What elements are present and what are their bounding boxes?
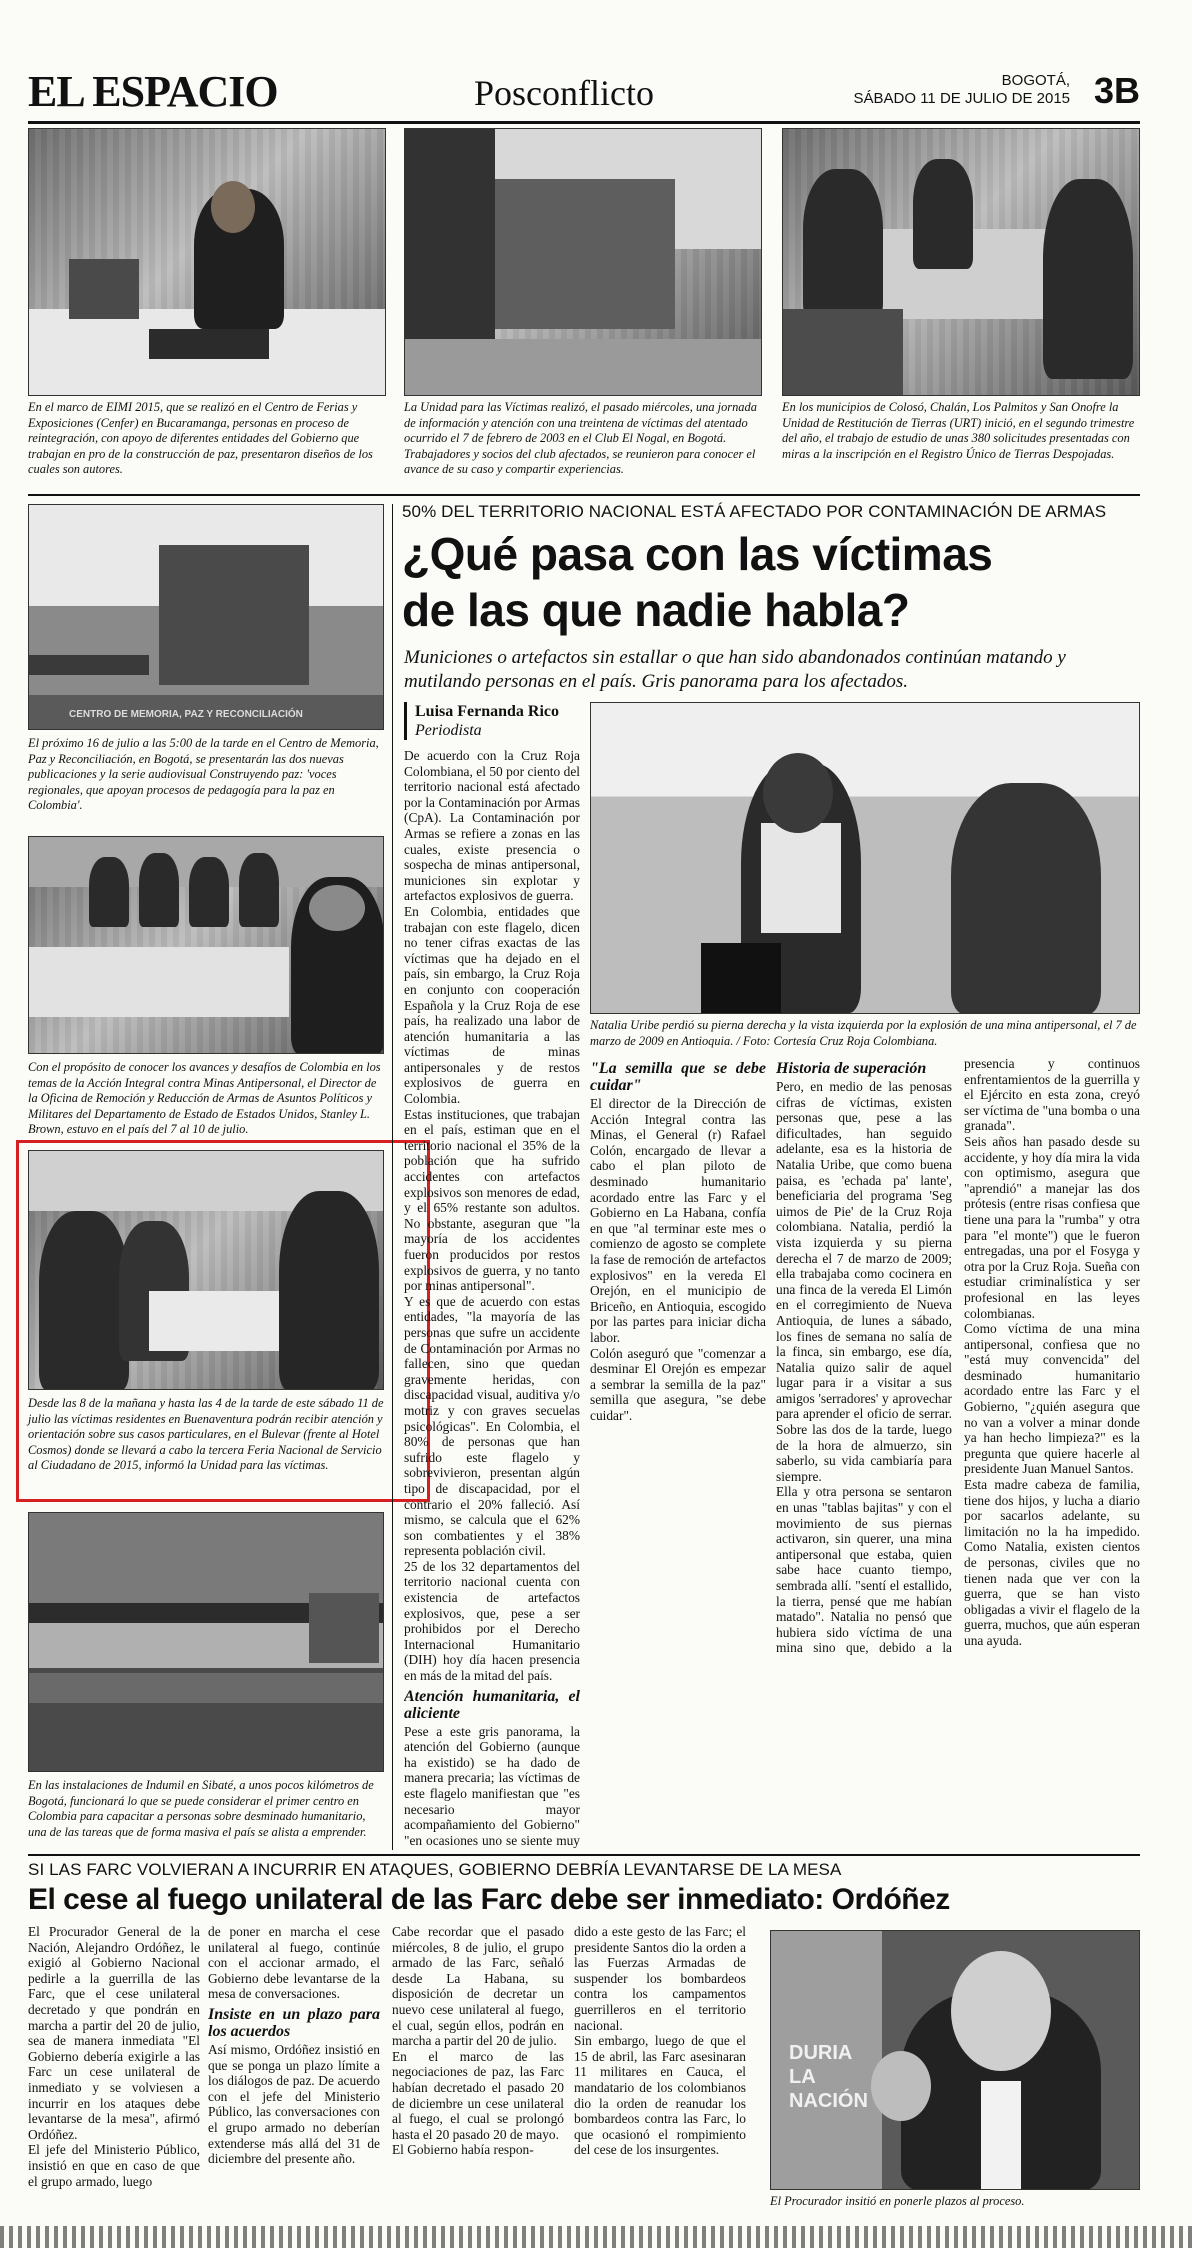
masthead — [28, 66, 1140, 124]
subhead-historia: Historia de superación — [776, 1060, 927, 1077]
date: SÁBADO 11 DE JULIO DE 2015 — [853, 90, 1070, 107]
subhead-atencion: Atención humanitaria, el aliciente — [404, 1687, 580, 1722]
main-col3 — [776, 1056, 1140, 1850]
edge-perforation — [0, 2226, 1192, 2248]
bottom-col2 — [208, 1924, 380, 2222]
byline — [404, 702, 594, 740]
bottom-col4: dido a este gesto de las Farc; el presidente Santos dio la orden a las Fuerzas Armadas de suspender los bombardeos contra los campamentos guerrilleros en el territorio nacional. Sin embargo, luego de que el 15 de abril, las Farc asesinaran 11 militares en Cauca, el mandatario de los colombianos dio la orden de reanudar los bombardeos contra las Farc, lo que ocasionó el rompimiento del cese de los insurgentes. — [574, 1924, 746, 2158]
photo-club-el-nogal — [404, 128, 762, 396]
left-column-divider — [392, 504, 393, 1850]
main-col2-text: El director de la Dirección de Acción Integral contra las Minas, el General (r) Rafael Colón, encargado de llevar a cabo el plan piloto de desminado humanitario acordado entre las Farc y el Gobierno en La Habana, confía en que "al terminar este mes o comienzo de agosto se complete la fase de remoción de artefactos explosivos" en la vereda El Orejón, en el municipio de Briceño, en Antioquia, escogido por las partes para iniciar dicha labor. Colón aseguró que "comenzar a desminar El Orejón es empezar a sembrar la semilla de la paz" semilla que asegura, "se debe cuidar". — [590, 1096, 766, 1423]
top-divider — [28, 494, 1140, 496]
main-col1-bottom: Pese a este gris panorama, la atención del Gobierno (aunque ha existido) se ha dado de manera precaria; las víctimas de este flagelo manifiestan que "es necesario mayor acompañamiento del Gobierno" "en ocasiones uno se siente muy — [404, 1723, 580, 1848]
main-col1 — [404, 748, 580, 1850]
main-col1-text: De acuerdo con la Cruz Roja Colombiana, el 50 por ciento del territorio nacional está afectado por la Contaminación por Armas (CpA). La Contaminación por Armas se refiere a zonas en las cuales, existe presencia o sospecha de minas antipersonal, municiones sin explotar y artefactos explosivos de guerra. En Colombia, entidades que trabajan con este flagelo, dicen no tener cifras exactas de las víctimas que ha dejado en el país, sin embargo, la Cruz Roja en conjunto con cooperación Española y la Cruz Roja de ese país, ha realizado una labor de atención humanitaria a las víctimas de minas antipersonales y de restos explosivos de guerra en Colombia. Estas instituciones, que trabajan en el país, estiman que en el territorio nacional el 35% de la población que ha sufrido accidentes con artefactos explosivos son menores de edad, y el 65% restante son adultos. No obstante, aseguran que "la mayoría de los accidentes fueron producidos por restos explosivos de guerra, y no tanto por minas antipersonal". Y es que de acuerdo con estas entidades, "la mayoría de las personas que sufre un accidente de Contaminación por Armas no fallecen, sino que quedan gravemente heridas, con discapacidad visual, auditiva y/o motriz y con graves secuelas psicológicas". En Colombia, el 80% de personas que han sufrido este flagelo y sobrevivieron, presentan algún tipo de discapacidad, por el contrario el 20% falleció. Así mismo, se calcula que el 62% son combatientes y el 38% representa población civil. 25 de los 32 departamentos del territorio nacional cuenta con existencia de artefactos explosivos, que, pese a ser prohibidos por el Derecho Internacional Humanitario (DIH) hoy día hacen presencia en más de la mitad del país. — [404, 748, 580, 1684]
photo-demining-officials — [28, 836, 384, 1054]
main-headline-line1: ¿Qué pasa con las víctimas — [402, 528, 993, 580]
photo-indumil-sibate — [28, 1512, 384, 1772]
author-name: Luisa Fernanda Rico — [415, 703, 560, 720]
main-headline-line2: de las que nadie habla? — [402, 584, 910, 636]
bottom-col3: Cabe recordar que el pasado miércoles, 8 de julio, el grupo armado de las Farc, señaló desde La Habana, su disposición de decretar un nuevo cese unilateral al fuego, el cual, según ellos, podrán en marcha a partir del 20 de julio. En el marco de las negociaciones de paz, las Farc habían decretado el pasado 20 de diciembre un cese unilateral al fuego, el cual se prolongó hasta el 20 pasado 20 de mayo. El Gobierno había respon- — [392, 1924, 564, 2158]
caption-el-nogal: La Unidad para las Víctimas realizó, el pasado miércoles, una jornada de información y atención con una treintena de víctimas del atentado ocurrido el 7 de febrero de 2003 en el Club El Nogal, en Bogotá. Trabajadores y socios del club afectados, se reunieron para conocer el avance de su caso y compartir experiencias. — [404, 400, 757, 477]
caption-memory-center: El próximo 16 de julio a las 5:00 de la tarde en el Centro de Memoria, Paz y Reconciliación, en Bogotá, se presentarán las dos nuevas publicaciones y la serie audiovisual Construyendo paz: 'voces regionales, que apoyan procesos de pedagogía para la paz en Colombia'. — [28, 736, 379, 813]
memory-center-sign: CENTRO DE MEMORIA, PAZ Y RECONCILIACIÓN — [69, 709, 303, 720]
caption-restitution: En los municipios de Colosó, Chalán, Los Palmitos y San Onofre la Unidad de Restitución de Tierras (URT) inició, en el segundo trimestre del año, el trabajo de estudio de unas 380 solicitudes presentadas con miras a la inscripción en el Registro Único de Tierras Despojadas. — [782, 400, 1135, 461]
bottom-headline: El cese al fuego unilateral de las Farc debe ser inmediato: Ordóñez — [28, 1883, 950, 1916]
section-divider — [28, 1854, 1140, 1856]
subhead-insiste: Insiste en un plazo para los acuerdos — [208, 2005, 380, 2040]
caption-eimi: En el marco de EIMI 2015, que se realizó en el Centro de Ferias y Exposiciones (Cenfer) en Bucaramanga, personas en proceso de reintegración, con apoyo de diferentes entidades del Gobierno que trabajan en pro de la construcción de paz, presentaron diseños de los cuales son autores. — [28, 400, 373, 477]
caption-indumil: En las instalaciones de Indumil en Sibaté, a unos pocos kilómetros de Bogotá, funcionará lo que se puede considerar el primer centro en Colombia para capacitar a personas sobre desminado humanitario, una de las tareas que de forma masiva el país se alista a emprender. — [28, 1778, 374, 1839]
date-block — [854, 72, 1070, 108]
photo-buenaventura-fair — [28, 1150, 384, 1390]
main-col3-text: Pero, en medio de las penosas cifras de víctimas, existen personas que, pese a las dificultades, han seguido adelante, esa es la historia de Natalia Uribe, que como buena paisa, es 'echada pa' lante', beneficiaria del programa 'Seg uimos de Pie' de la Cruz Roja colombiana. Natalia, perdió la vista izquierda y su pierna derecha el 7 de marzo de 2009; ella trabajaba como cocinera en una finca de la vereda El Limón en el corregimiento de Nueva Antioquia, de lunes a sábado, los fines de semana no salía de la finca, sin embargo, ese día, Natalia quizo salir de aquel lugar para ir a visitar a sus amigos 'serradores' y aprovechar para aprender el oficio de serrar. Sobre las dos de la tarde, luego de la hora de almuerzo, sin saberlo, su vida cambiaría para siempre. Ella y otra persona se sentaron en unas "tablas bajitas" y con el movimiento de sus piernas activaron, sin querer, una mina antipersonal que estaba, quien sabe hace cuanto tiempo, sembrada allí. "sentí el estallido, la tierra, pensé que me habían matado". Natalia no pensó que hubiera sido víctima de una mina sino que, debido a la presencia y continuos enfrentamientos de la guerrilla y el Ejército en esta zona, creyó ser víctima de "una bomba o una granada". Seis años han pasado desde su accidente, y hoy día mira la vida con optimismo, asegura que "aprendió" a manejar las dos prótesis (entre risas confiesa que tiene una para la "rumba" y otra para "el monte") que le fueron entregadas, una por el Fosyga y otra por la Cruz Roja. Sueña con estudiar criminalística y ser profesional en las leyes colombianas. Como víctima de una mina antipersonal, confiesa que no "está muy convencida" del desminado humanitario acordado entre las Farc y el Gobierno, "¿quién asegura que no van a volver a minar donde ya han hecho limpieza?" es la pregunta que quiere hacerle al presidente Juan Manuel Santos. Esta madre cabeza de familia, tiene dos hijos, y lucha a diario por sacarlos adelante, su limitación no la ha impedido. Como Natalia, existen cientos de personas, civiles que no tienen nada que ver con la guerra, que se han visto obligadas a vivir el flagelo de la guerra, muchos, que aún esperan una ayuda. — [776, 1056, 1140, 1656]
main-deck: Municiones o artefactos sin estallar o que han sido abandonados continúan matando y mutilando personas en el país. Gris panorama para los afectados. — [404, 647, 1066, 692]
caption-procurador: El Procurador insitió en ponerle plazos al proceso. — [770, 2194, 1025, 2208]
author-role: Periodista — [415, 722, 482, 739]
main-kicker: 50% DEL TERRITORIO NACIONAL ESTÁ AFECTADO POR CONTAMINACIÓN DE ARMAS — [402, 502, 1107, 521]
newspaper-logo: EL ESPACIO — [28, 67, 278, 116]
bottom-kicker: SI LAS FARC VOLVIERAN A INCURRIR EN ATAQUES, GOBIERNO DEBRÍA LEVANTARSE DE LA MESA — [28, 1860, 842, 1879]
subhead-semilla: "La semilla que se debe cuidar" — [590, 1060, 766, 1094]
caption-buenaventura: Desde las 8 de la mañana y hasta las 4 de la tarde de este sábado 11 de julio las víctimas residentes en Buenaventura podrán recibir atención y orientación sobre sus casos particulares, en el Bulevar (frente al Hotel Cosmos) donde se llevará a cabo la tercera Feria Nacional de Servicio al Ciudadano de 2015, informó la Unidad para las víctimas. — [28, 1396, 384, 1473]
section-title: Posconflicto — [474, 73, 654, 113]
procurador-sign: DURIA LA NACIÓN — [789, 2042, 868, 2112]
caption-demining-officials: Con el propósito de conocer los avances y desafíos de Colombia en los temas de la Acción Integral contra Minas Antipersonal, el Director de la Oficina de Remoción y Reducción de Armas de Asuntos Políticos y Militares del Departamento de Estado de Estados Unidos, Stanley L. Brown, estuvo en el país del 7 al 10 de julio. — [28, 1060, 381, 1137]
page-number: 3B — [1093, 70, 1140, 111]
photo-memory-center — [28, 504, 384, 730]
bottom-col2-top: de poner en marcha el cese unilateral al fuego, continúe con el accionar armado, el Gobierno debe levantarse de la mesa de conversaciones. — [208, 1924, 380, 2002]
bottom-col2-bottom: Así mismo, Ordóñez insistió en que se ponga un plazo límite a los diálogos de paz. De acuerdo con el jefe del Ministerio Público, las conversaciones con el grupo armado no deberían extenderse más allá del 31 de diciembre del presente año. — [208, 2041, 380, 2167]
photo-natalia-uribe — [590, 702, 1140, 1014]
photo-eimi-seamstress — [28, 128, 386, 396]
caption-natalia: Natalia Uribe perdió su pierna derecha y la vista izquierda por la explosión de una mina antipersonal, el 7 de marzo de 2009 en Antioquia. / Foto: Cortesía Cruz Roja Colombiana. — [590, 1018, 1137, 1048]
city: BOGOTÁ, — [1001, 72, 1070, 89]
photo-procurador — [770, 1930, 1140, 2190]
photo-land-restitution — [782, 128, 1140, 396]
bottom-col1: El Procurador General de la Nación, Alejandro Ordóñez, le exigió al Gobierno Nacional pedirle a la guerrilla de las Farc, que el cese unilateral decretado y que pondrán en marcha a partir del 20 de julio, sea de manera inmediata "El Gobierno debería exigirle a las Farc un cese unilateral de inmediato y se volviesen a incurrir en los ataques debe levantarse de la mesa", afirmó Ordóñez. El jefe del Ministerio Público, insistió en que en caso de que el grupo armado, luego — [28, 1924, 200, 2189]
main-headline — [402, 526, 1142, 638]
main-col2 — [590, 1056, 766, 1850]
